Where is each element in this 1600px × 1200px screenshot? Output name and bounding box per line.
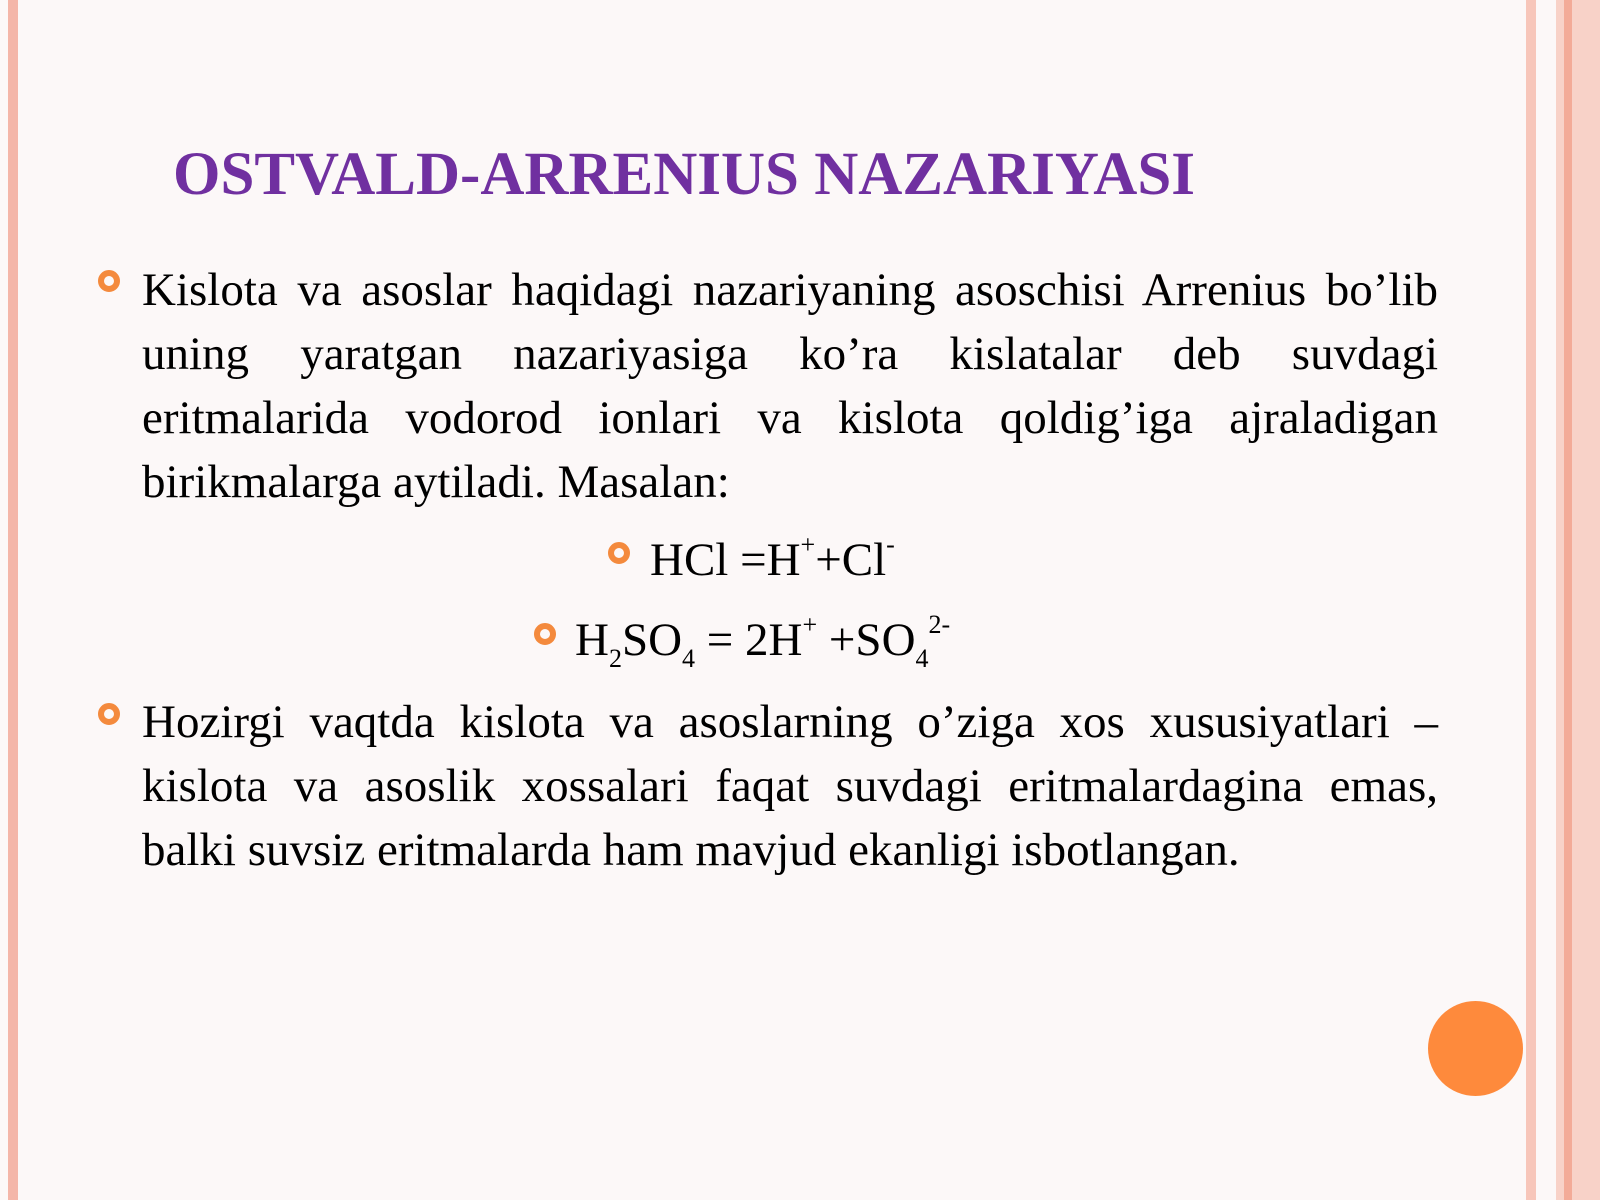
equation-h2so4-rhs-h: = 2H (695, 614, 803, 666)
equation-h2so4-charge-so4: 2- (928, 610, 951, 639)
slide-title: OSTVALD-ARRENIUS NAZARIYASI (173, 141, 1196, 208)
bullet-circle-icon (98, 270, 120, 292)
equation-h2so4-rhs-sub-4: 4 (915, 644, 929, 673)
equation-h2so4-sub-2: 2 (608, 644, 622, 673)
bullet-circle-icon (534, 623, 556, 645)
right-border-stripe (1526, 0, 1536, 1200)
equation-h2so4-so: SO (621, 614, 683, 666)
bullet-circle-icon (98, 703, 120, 725)
equation-hcl (650, 528, 895, 592)
equation-h2so4-charge-h: + (802, 610, 818, 639)
equation-h2so4-sub-4: 4 (682, 644, 696, 673)
bullet-circle-icon (608, 542, 630, 564)
paragraph-modern-view: Hozirgi vaqtda kislota va asoslarning o’ziga xos xususiyatlari – kislota va asoslik xossalari faqat suvdagi eritmalardagina emas, balki suvsiz eritmalarda ham mavjud ekanligi isbotlangan. (142, 696, 1438, 876)
equation-hcl-charge-cl: - (886, 530, 895, 559)
right-border-band (1556, 0, 1600, 1200)
equation-h2so4 (575, 608, 950, 672)
equation-hcl-text: HCl =H (650, 534, 801, 586)
right-border-inner-stripe (1564, 0, 1572, 1200)
equation-hcl-text-cl: +Cl (815, 534, 887, 586)
decorative-orange-circle (1428, 1001, 1523, 1096)
equation-hcl-charge-h: + (800, 530, 816, 559)
equation-h2so4-h: H (575, 614, 609, 666)
paragraph-arrenius-definition: Kislota va asoslar haqidagi nazariyaning asoschisi Arrenius bo’lib uning yaratgan nazariyasiga ko’ra kislatalar deb suvdagi eritmalarida vodorod ionlari va kislota qoldig’iga ajraladigan birikmalarga aytiladi. Masalan: (142, 264, 1438, 508)
left-border-stripe (8, 0, 18, 1200)
equation-h2so4-rhs-so: +SO (817, 614, 916, 666)
